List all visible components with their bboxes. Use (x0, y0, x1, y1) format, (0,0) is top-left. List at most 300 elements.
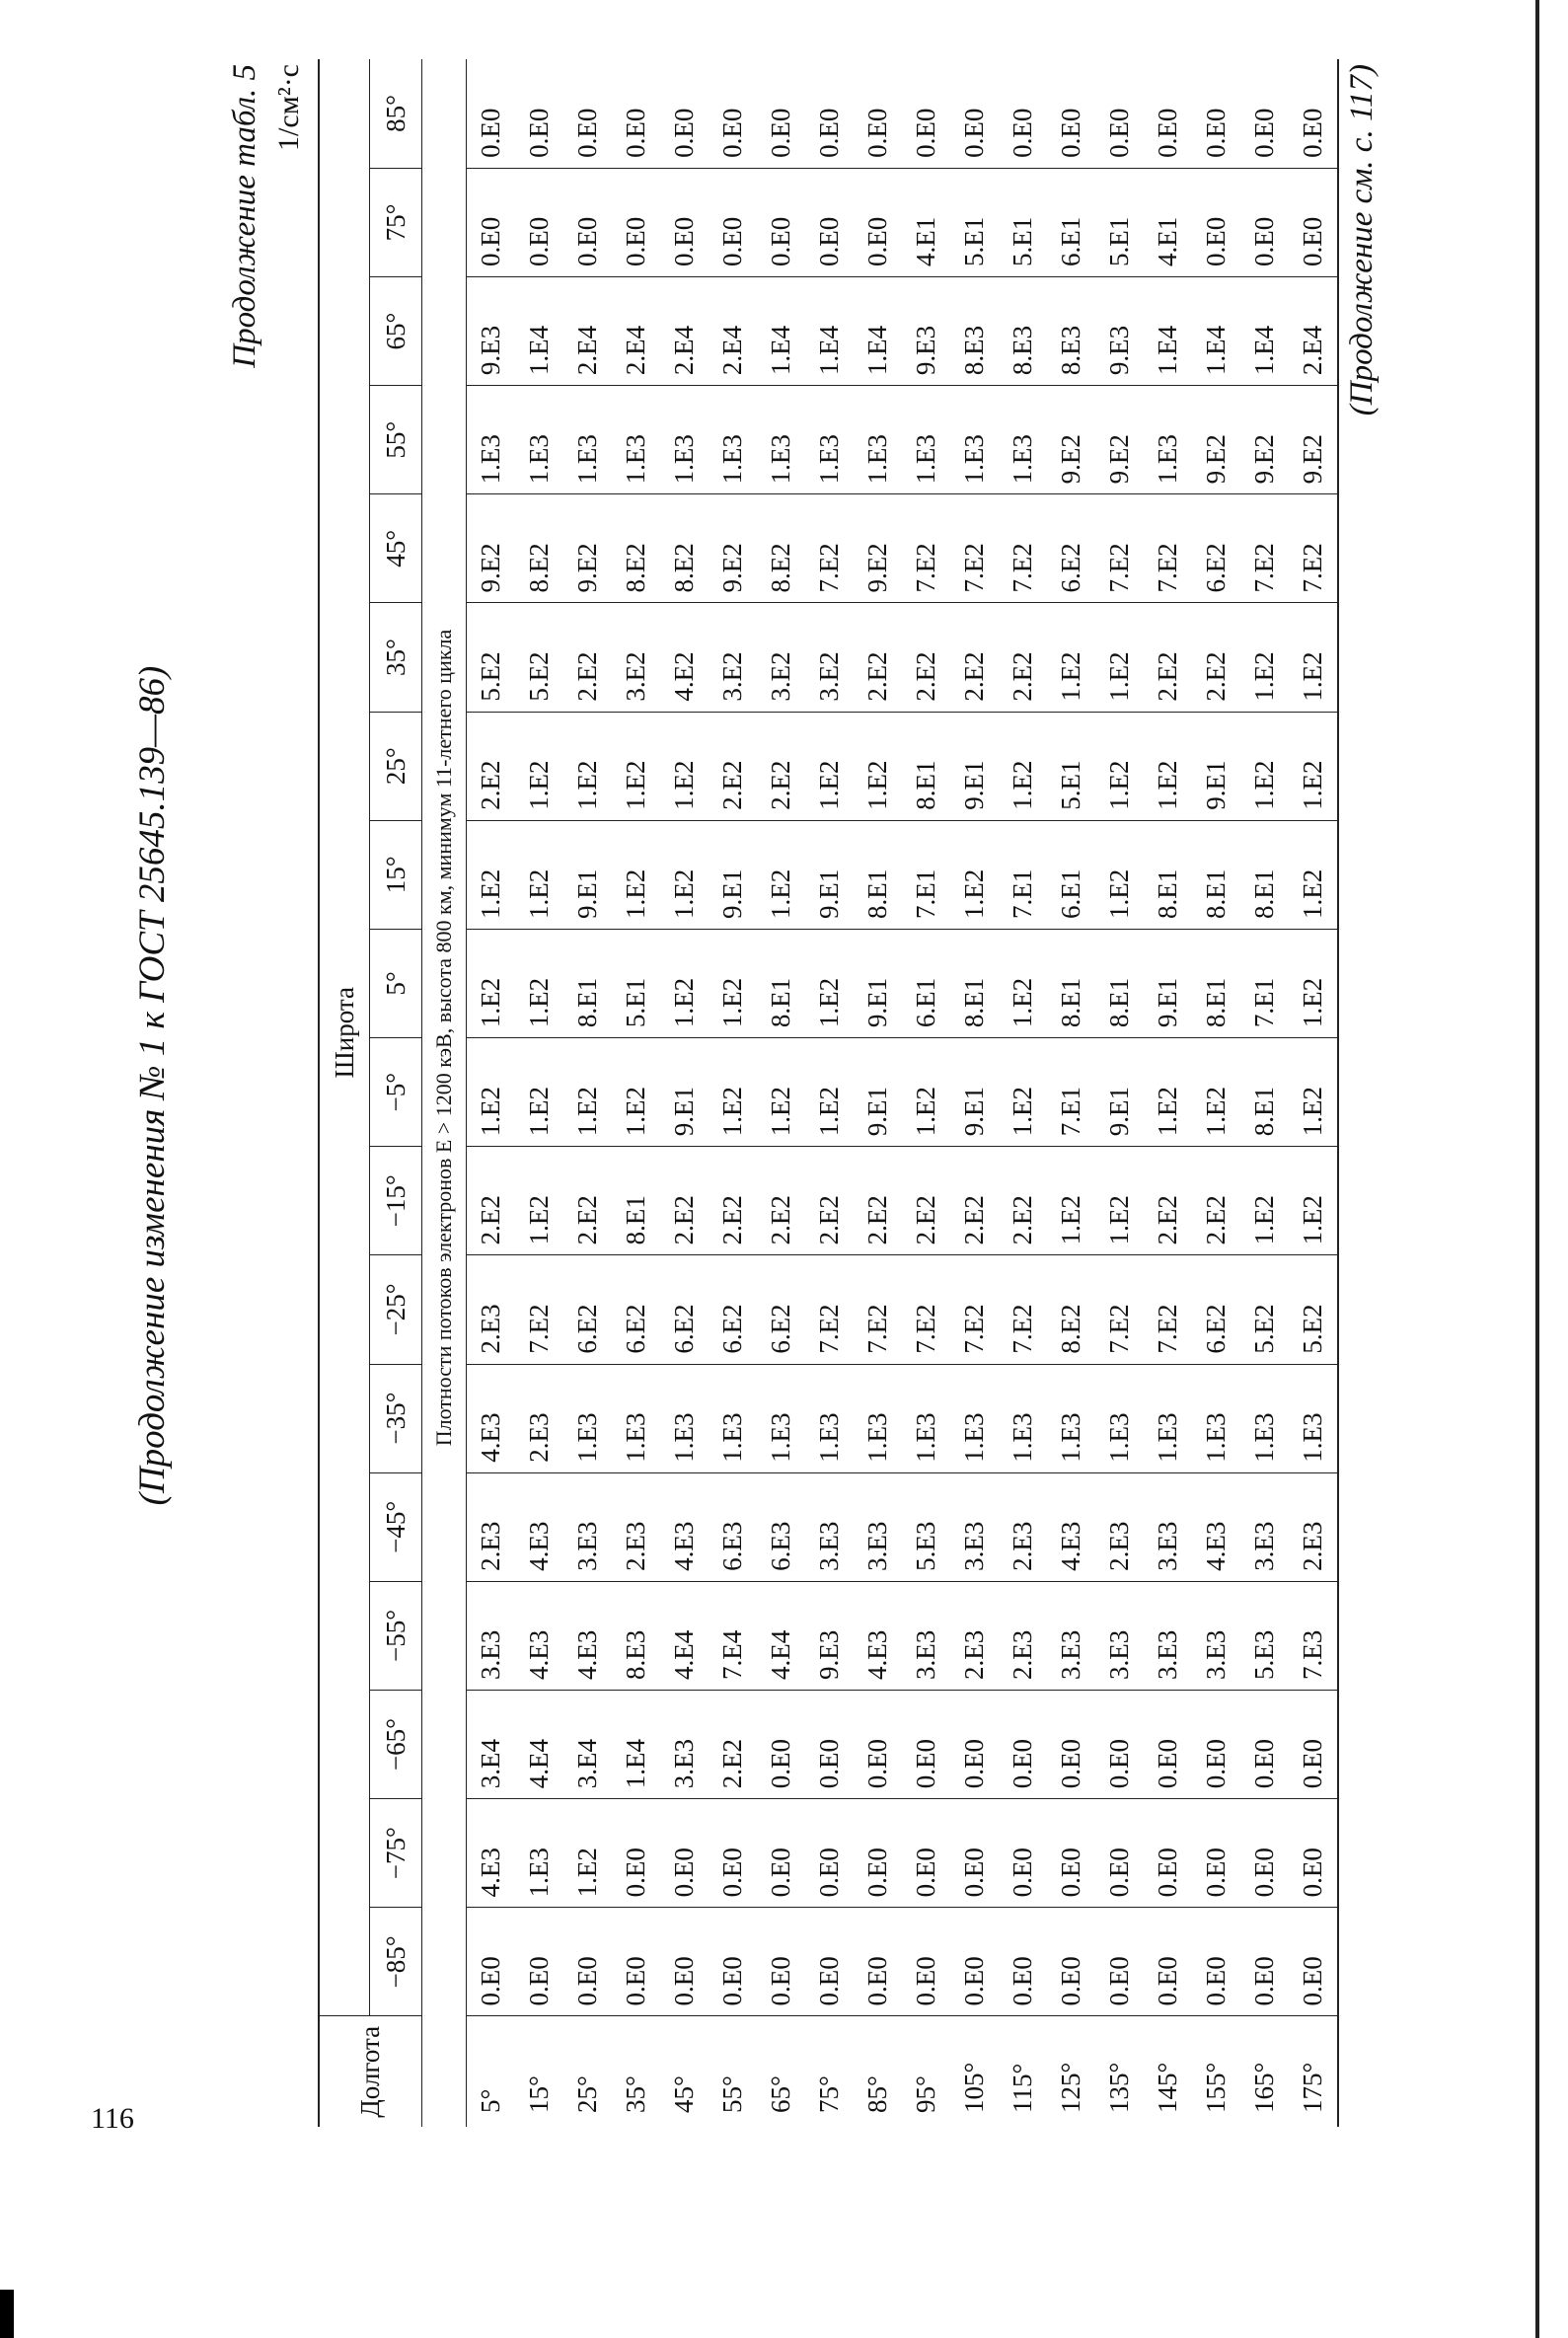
flux-value-cell: 1.E3 (805, 386, 854, 494)
flux-value-cell: 8.E1 (902, 712, 950, 820)
flux-value-cell: 2.E2 (854, 1147, 902, 1255)
latitude-label: 15° (370, 820, 422, 929)
flux-value-cell: 9.E2 (563, 494, 612, 603)
flux-value-cell: 0.E0 (999, 1799, 1047, 1908)
longitude-cell: 175° (1289, 2016, 1338, 2127)
flux-value-cell: 1.E2 (1289, 603, 1338, 712)
flux-value-cell: 2.E2 (563, 603, 612, 712)
flux-value-cell: 3.E3 (854, 1472, 902, 1581)
table-row (1289, 59, 1338, 2127)
flux-value-cell: 2.E2 (1192, 1147, 1240, 1255)
table-row (1144, 59, 1192, 2127)
flux-value-cell: 4.E1 (902, 168, 950, 276)
longitude-cell: 75° (805, 2016, 854, 2127)
flux-value-cell: 8.E3 (999, 277, 1047, 386)
flux-value-cell: 9.E3 (902, 277, 950, 386)
flux-value-cell: 1.E2 (950, 820, 999, 929)
flux-value-cell: 3.E2 (757, 603, 805, 712)
flux-value-cell: 1.E2 (1289, 712, 1338, 820)
flux-value-cell: 9.E3 (467, 277, 516, 386)
flux-value-cell: 1.E2 (902, 1038, 950, 1147)
flux-value-cell: 1.E2 (467, 820, 516, 929)
flux-value-cell: 1.E3 (1192, 1364, 1240, 1472)
longitude-cell: 85° (854, 2016, 902, 2127)
flux-value-cell: 0.E0 (612, 1908, 660, 2016)
flux-value-cell: 0.E0 (950, 1908, 999, 2016)
flux-value-cell: 2.E2 (709, 1147, 757, 1255)
flux-value-cell: 2.E3 (515, 1364, 563, 1472)
latitude-label: −55° (370, 1581, 422, 1690)
flux-value-cell: 8.E1 (757, 929, 805, 1037)
longitude-cell: 5° (467, 2016, 516, 2127)
flux-value-cell: 1.E2 (515, 1147, 563, 1255)
flux-value-cell: 0.E0 (854, 59, 902, 168)
flux-value-cell: 0.E0 (1240, 1691, 1289, 1799)
flux-value-cell: 5.E2 (1289, 1255, 1338, 1364)
flux-value-cell: 6.E2 (1047, 494, 1095, 603)
flux-value-cell: 0.E0 (1289, 59, 1338, 168)
flux-value-cell: 1.E3 (1289, 1364, 1338, 1472)
flux-value-cell: 2.E2 (467, 712, 516, 820)
flux-value-cell: 7.E2 (902, 1255, 950, 1364)
flux-value-cell: 0.E0 (757, 1908, 805, 2016)
flux-value-cell: 9.E2 (467, 494, 516, 603)
flux-value-cell: 0.E0 (854, 1799, 902, 1908)
flux-value-cell: 3.E2 (612, 603, 660, 712)
flux-value-cell: 1.E4 (612, 1691, 660, 1799)
flux-value-cell: 4.E3 (467, 1799, 516, 1908)
flux-value-cell: 1.E4 (1192, 277, 1240, 386)
flux-value-cell: 1.E2 (709, 929, 757, 1037)
flux-value-cell: 8.E1 (1192, 820, 1240, 929)
flux-value-cell: 1.E3 (709, 386, 757, 494)
latitude-label: −85° (370, 1908, 422, 2016)
flux-value-cell: 3.E3 (1095, 1581, 1144, 1690)
flux-value-cell: 1.E2 (854, 712, 902, 820)
flux-value-cell: 0.E0 (1047, 1908, 1095, 2016)
flux-value-cell: 9.E1 (950, 1038, 999, 1147)
latitude-label: −45° (370, 1472, 422, 1581)
table-row (709, 59, 757, 2127)
flux-value-cell: 0.E0 (1144, 59, 1192, 168)
flux-value-cell: 5.E3 (902, 1472, 950, 1581)
flux-value-cell: 1.E2 (805, 929, 854, 1037)
scan-edge-mark (0, 2290, 14, 2338)
flux-value-cell: 7.E2 (950, 1255, 999, 1364)
latitude-label: 25° (370, 712, 422, 820)
flux-value-cell: 2.E2 (660, 1147, 709, 1255)
latitude-group-row (319, 59, 370, 2127)
flux-value-cell: 8.E3 (612, 1581, 660, 1690)
table-row (757, 59, 805, 2127)
flux-value-cell: 1.E2 (660, 929, 709, 1037)
flux-value-cell: 1.E2 (1047, 1147, 1095, 1255)
flux-value-cell: 2.E2 (950, 1147, 999, 1255)
flux-value-cell: 0.E0 (660, 168, 709, 276)
flux-value-cell: 9.E1 (709, 820, 757, 929)
flux-value-cell: 6.E3 (757, 1472, 805, 1581)
flux-value-cell: 1.E2 (612, 1038, 660, 1147)
flux-value-cell: 2.E4 (709, 277, 757, 386)
flux-value-cell: 3.E4 (467, 1691, 516, 1799)
flux-value-cell: 8.E2 (515, 494, 563, 603)
flux-value-cell: 0.E0 (1192, 1799, 1240, 1908)
flux-value-cell: 6.E1 (1047, 820, 1095, 929)
flux-value-cell: 5.E2 (467, 603, 516, 712)
flux-value-cell: 1.E2 (805, 712, 854, 820)
longitude-cell: 45° (660, 2016, 709, 2127)
flux-value-cell: 7.E2 (1095, 494, 1144, 603)
flux-value-cell: 0.E0 (1047, 1799, 1095, 1908)
flux-value-cell: 7.E1 (902, 820, 950, 929)
flux-value-cell: 0.E0 (1095, 1691, 1144, 1799)
flux-value-cell: 1.E2 (1047, 603, 1095, 712)
document-header: (Продолжение изменения № 1 к ГОСТ 25645.139—86) (132, 665, 173, 1506)
flux-value-cell: 1.E2 (805, 1038, 854, 1147)
table-row (1047, 59, 1095, 2127)
flux-value-cell: 0.E0 (854, 1908, 902, 2016)
flux-value-cell: 0.E0 (757, 59, 805, 168)
flux-value-cell: 0.E0 (563, 168, 612, 276)
flux-value-cell: 9.E3 (1095, 277, 1144, 386)
page-number: 116 (91, 2102, 134, 2135)
flux-value-cell: 8.E1 (1240, 1038, 1289, 1147)
flux-value-cell: 2.E2 (1144, 1147, 1192, 1255)
flux-value-cell: 1.E2 (1289, 820, 1338, 929)
flux-value-cell: 0.E0 (515, 168, 563, 276)
flux-value-cell: 3.E3 (1240, 1472, 1289, 1581)
flux-value-cell: 0.E0 (709, 1799, 757, 1908)
flux-value-cell: 7.E2 (999, 494, 1047, 603)
flux-value-cell: 1.E4 (1240, 277, 1289, 386)
flux-value-cell: 9.E1 (854, 929, 902, 1037)
flux-value-cell: 2.E2 (854, 603, 902, 712)
flux-value-cell: 2.E4 (563, 277, 612, 386)
flux-value-cell: 1.E3 (515, 1799, 563, 1908)
flux-value-cell: 1.E3 (950, 1364, 999, 1472)
latitude-label: −35° (370, 1364, 422, 1472)
flux-value-cell: 2.E2 (902, 1147, 950, 1255)
flux-value-cell: 2.E2 (950, 603, 999, 712)
flux-value-cell: 2.E2 (1144, 603, 1192, 712)
flux-value-cell: 1.E3 (757, 386, 805, 494)
table-row (660, 59, 709, 2127)
flux-value-cell: 3.E3 (467, 1581, 516, 1690)
flux-value-cell: 4.E3 (660, 1472, 709, 1581)
flux-value-cell: 9.E1 (660, 1038, 709, 1147)
table-row (854, 59, 902, 2127)
flux-value-cell: 3.E3 (1192, 1581, 1240, 1690)
flux-value-cell: 1.E3 (563, 1364, 612, 1472)
flux-value-cell: 9.E2 (1289, 386, 1338, 494)
flux-value-cell: 2.E2 (999, 603, 1047, 712)
flux-value-cell: 8.E3 (950, 277, 999, 386)
flux-value-cell: 0.E0 (1240, 1799, 1289, 1908)
flux-value-cell: 5.E3 (1240, 1581, 1289, 1690)
flux-value-cell: 8.E1 (950, 929, 999, 1037)
flux-value-cell: 2.E3 (1289, 1472, 1338, 1581)
flux-value-cell: 4.E3 (467, 1364, 516, 1472)
flux-value-cell: 7.E2 (1289, 494, 1338, 603)
longitude-header: Долгота (319, 2016, 422, 2127)
flux-value-cell: 5.E2 (1240, 1255, 1289, 1364)
flux-value-cell: 2.E2 (757, 712, 805, 820)
flux-value-cell: 0.E0 (563, 1908, 612, 2016)
flux-value-cell: 8.E1 (1047, 929, 1095, 1037)
flux-value-cell: 9.E3 (805, 1581, 854, 1690)
flux-value-cell: 1.E2 (467, 1038, 516, 1147)
continuation-note: (Продолжение см. с. 117) (1344, 64, 1380, 416)
flux-value-cell: 0.E0 (1240, 168, 1289, 276)
flux-value-cell: 0.E0 (1095, 1799, 1144, 1908)
flux-value-cell: 6.E2 (660, 1255, 709, 1364)
flux-value-cell: 6.E2 (612, 1255, 660, 1364)
flux-value-cell: 0.E0 (902, 1908, 950, 2016)
flux-density-table (318, 59, 1339, 2127)
flux-value-cell: 0.E0 (805, 59, 854, 168)
flux-value-cell: 4.E3 (1047, 1472, 1095, 1581)
flux-value-cell: 1.E2 (1289, 1038, 1338, 1147)
flux-value-cell: 0.E0 (805, 168, 854, 276)
flux-value-cell: 1.E2 (1289, 1147, 1338, 1255)
table-row (1240, 59, 1289, 2127)
table-row (950, 59, 999, 2127)
flux-value-cell: 0.E0 (1192, 1691, 1240, 1799)
flux-value-cell: 2.E2 (709, 712, 757, 820)
flux-value-cell: 3.E3 (805, 1472, 854, 1581)
table-row (1095, 59, 1144, 2127)
flux-value-cell: 7.E2 (1144, 1255, 1192, 1364)
longitude-cell: 115° (999, 2016, 1047, 2127)
flux-value-cell: 6.E2 (1192, 1255, 1240, 1364)
table-subtitle-row (422, 59, 467, 2127)
flux-value-cell: 9.E1 (1144, 929, 1192, 1037)
flux-value-cell: 1.E2 (1289, 929, 1338, 1037)
flux-value-cell: 0.E0 (1289, 1691, 1338, 1799)
flux-value-cell: 9.E2 (854, 494, 902, 603)
flux-value-cell: 0.E0 (1289, 1799, 1338, 1908)
flux-value-cell: 5.E1 (612, 929, 660, 1037)
flux-value-cell: 1.E3 (1095, 1364, 1144, 1472)
longitude-cell: 15° (515, 2016, 563, 2127)
latitude-label: 85° (370, 59, 422, 168)
table-row (563, 59, 612, 2127)
flux-value-cell: 0.E0 (1192, 168, 1240, 276)
flux-value-cell: 1.E2 (1144, 712, 1192, 820)
flux-value-cell: 6.E2 (563, 1255, 612, 1364)
flux-value-cell: 1.E3 (902, 386, 950, 494)
flux-value-cell: 1.E3 (999, 1364, 1047, 1472)
flux-value-cell: 1.E2 (515, 712, 563, 820)
table-row (467, 59, 516, 2127)
flux-value-cell: 9.E1 (854, 1038, 902, 1147)
flux-value-cell: 0.E0 (467, 1908, 516, 2016)
latitude-label: 75° (370, 168, 422, 276)
flux-value-cell: 0.E0 (1289, 1908, 1338, 2016)
flux-value-cell: 2.E2 (1192, 603, 1240, 712)
latitude-label: 5° (370, 929, 422, 1037)
table-row (515, 59, 563, 2127)
flux-value-cell: 4.E4 (660, 1581, 709, 1690)
flux-value-cell: 2.E2 (467, 1147, 516, 1255)
flux-value-cell: 7.E2 (805, 494, 854, 603)
flux-value-cell: 7.E2 (1240, 494, 1289, 603)
flux-value-cell: 8.E2 (757, 494, 805, 603)
flux-value-cell: 3.E2 (805, 603, 854, 712)
flux-value-cell: 0.E0 (563, 59, 612, 168)
flux-value-cell: 1.E2 (709, 1038, 757, 1147)
flux-value-cell: 2.E3 (612, 1472, 660, 1581)
flux-value-cell: 4.E4 (757, 1581, 805, 1690)
flux-value-cell: 8.E1 (612, 1147, 660, 1255)
flux-value-cell: 1.E3 (1047, 1364, 1095, 1472)
flux-value-cell: 1.E2 (1095, 712, 1144, 820)
longitude-cell: 145° (1144, 2016, 1192, 2127)
latitude-label: −75° (370, 1799, 422, 1908)
flux-value-cell: 0.E0 (1240, 1908, 1289, 2016)
flux-value-cell: 6.E2 (709, 1255, 757, 1364)
flux-value-cell: 0.E0 (902, 1799, 950, 1908)
flux-value-cell: 8.E1 (1095, 929, 1144, 1037)
flux-value-cell: 1.E3 (805, 1364, 854, 1472)
flux-value-cell: 1.E3 (1144, 1364, 1192, 1472)
flux-value-cell: 1.E4 (515, 277, 563, 386)
flux-value-cell: 0.E0 (902, 1691, 950, 1799)
flux-value-cell: 0.E0 (1240, 59, 1289, 168)
flux-value-cell: 2.E3 (1095, 1472, 1144, 1581)
flux-value-cell: 5.E1 (1047, 712, 1095, 820)
flux-value-cell: 2.E3 (467, 1472, 516, 1581)
flux-value-cell: 0.E0 (1047, 59, 1095, 168)
latitude-label: 55° (370, 386, 422, 494)
flux-value-cell: 1.E2 (612, 712, 660, 820)
flux-value-cell: 7.E1 (999, 820, 1047, 929)
flux-value-cell: 1.E4 (805, 277, 854, 386)
flux-value-cell: 1.E2 (1095, 603, 1144, 712)
flux-value-cell: 2.E2 (805, 1147, 854, 1255)
flux-value-cell: 1.E2 (757, 1038, 805, 1147)
flux-value-cell: 1.E2 (1144, 1038, 1192, 1147)
flux-value-cell: 8.E1 (1144, 820, 1192, 929)
flux-value-cell: 9.E1 (563, 820, 612, 929)
flux-value-cell: 0.E0 (1144, 1691, 1192, 1799)
flux-value-cell: 9.E1 (1095, 1038, 1144, 1147)
flux-value-cell: 1.E2 (1095, 1147, 1144, 1255)
flux-value-cell: 4.E3 (563, 1581, 612, 1690)
table-row (1192, 59, 1240, 2127)
flux-value-cell: 0.E0 (950, 59, 999, 168)
longitude-cell: 165° (1240, 2016, 1289, 2127)
flux-value-cell: 7.E3 (1289, 1581, 1338, 1690)
flux-value-cell: 1.E3 (950, 386, 999, 494)
flux-value-cell: 0.E0 (950, 1799, 999, 1908)
flux-value-cell: 6.E3 (709, 1472, 757, 1581)
flux-value-cell: 8.E1 (854, 820, 902, 929)
flux-value-cell: 9.E2 (1240, 386, 1289, 494)
flux-value-cell: 1.E2 (515, 929, 563, 1037)
latitude-label: 35° (370, 603, 422, 712)
flux-value-cell: 8.E1 (1240, 820, 1289, 929)
flux-value-cell: 0.E0 (757, 1691, 805, 1799)
flux-value-cell: 9.E2 (709, 494, 757, 603)
flux-value-cell: 1.E2 (757, 820, 805, 929)
rotated-page-content (89, 25, 1431, 2147)
flux-value-cell: 7.E2 (999, 1255, 1047, 1364)
flux-value-cell: 0.E0 (515, 59, 563, 168)
flux-value-cell: 3.E3 (660, 1691, 709, 1799)
flux-value-cell: 1.E2 (563, 1799, 612, 1908)
flux-value-cell: 3.E3 (563, 1472, 612, 1581)
flux-value-cell: 3.E3 (1144, 1472, 1192, 1581)
flux-value-cell: 8.E3 (1047, 277, 1095, 386)
flux-value-cell: 0.E0 (1144, 1908, 1192, 2016)
flux-value-cell: 0.E0 (805, 1691, 854, 1799)
flux-value-cell: 5.E1 (999, 168, 1047, 276)
flux-value-cell: 1.E3 (709, 1364, 757, 1472)
flux-value-cell: 1.E3 (612, 1364, 660, 1472)
longitude-cell: 55° (709, 2016, 757, 2127)
table-subtitle: Плотности потоков электронов E > 1200 кэВ, высота 800 км, минимум 11-летнего цикла (422, 59, 467, 2016)
table-row (612, 59, 660, 2127)
flux-value-cell: 2.E2 (563, 1147, 612, 1255)
flux-value-cell: 6.E1 (1047, 168, 1095, 276)
flux-value-cell: 0.E0 (612, 1799, 660, 1908)
flux-value-cell: 3.E3 (1144, 1581, 1192, 1690)
table-row (999, 59, 1047, 2127)
flux-value-cell: 1.E3 (660, 1364, 709, 1472)
table-row (902, 59, 950, 2127)
flux-value-cell: 0.E0 (709, 168, 757, 276)
flux-value-cell: 0.E0 (612, 168, 660, 276)
longitude-cell: 125° (1047, 2016, 1095, 2127)
flux-value-cell: 2.E4 (1289, 277, 1338, 386)
flux-value-cell: 7.E1 (1240, 929, 1289, 1037)
longitude-cell: 35° (612, 2016, 660, 2127)
longitude-cell: 155° (1192, 2016, 1240, 2127)
flux-value-cell: 0.E0 (805, 1799, 854, 1908)
flux-value-cell: 9.E1 (805, 820, 854, 929)
flux-value-cell: 3.E3 (902, 1581, 950, 1690)
flux-value-cell: 0.E0 (1095, 1908, 1144, 2016)
flux-value-cell: 1.E3 (612, 386, 660, 494)
flux-value-cell: 2.E2 (902, 603, 950, 712)
flux-value-cell: 1.E2 (612, 820, 660, 929)
flux-value-cell: 3.E3 (950, 1472, 999, 1581)
flux-value-cell: 1.E3 (902, 1364, 950, 1472)
flux-value-cell: 1.E2 (999, 929, 1047, 1037)
latitude-row (370, 59, 422, 2127)
longitude-cell: 25° (563, 2016, 612, 2127)
flux-value-cell: 2.E4 (612, 277, 660, 386)
flux-value-cell: 7.E2 (854, 1255, 902, 1364)
flux-value-cell: 1.E3 (854, 386, 902, 494)
table-title: Продолжение табл. 5 (227, 64, 262, 368)
flux-value-cell: 1.E3 (1144, 386, 1192, 494)
flux-value-cell: 1.E2 (467, 929, 516, 1037)
table-row (805, 59, 854, 2127)
flux-value-cell: 0.E0 (757, 168, 805, 276)
flux-value-cell: 1.E2 (660, 820, 709, 929)
longitude-cell: 95° (902, 2016, 950, 2127)
flux-value-cell: 7.E2 (515, 1255, 563, 1364)
flux-value-cell: 2.E3 (999, 1581, 1047, 1690)
flux-value-cell: 8.E1 (563, 929, 612, 1037)
flux-value-cell: 0.E0 (1192, 59, 1240, 168)
flux-value-cell: 0.E0 (660, 1799, 709, 1908)
flux-value-cell: 5.E1 (950, 168, 999, 276)
flux-value-cell: 2.E3 (999, 1472, 1047, 1581)
flux-value-cell: 1.E2 (1240, 603, 1289, 712)
